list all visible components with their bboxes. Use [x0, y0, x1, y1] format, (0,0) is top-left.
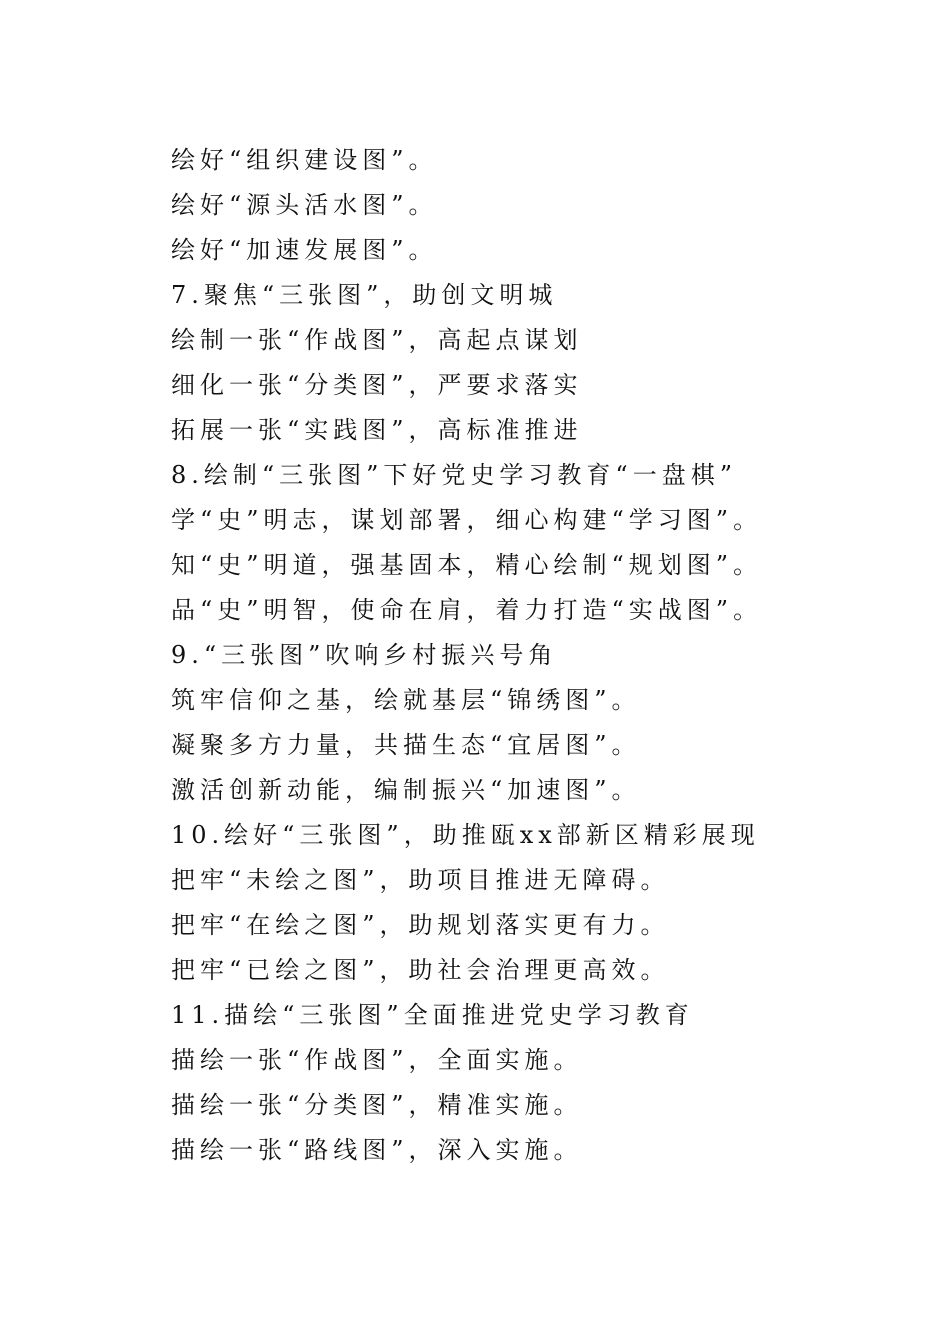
text-line: 绘制一张“作战图”，高起点谋划	[171, 326, 583, 354]
text-line: 把牢“在绘之图”，助规划落实更有力。	[171, 911, 670, 939]
text-line: 描绘一张“路线图”，深入实施。	[171, 1136, 583, 1164]
text-line: 细化一张“分类图”，严要求落实	[171, 371, 583, 399]
section-heading: 8.绘制“三张图”下好党史学习教育“一盘棋”	[171, 461, 737, 489]
text-line: 把牢“已绘之图”，助社会治理更高效。	[171, 956, 670, 984]
section-heading: 10.绘好“三张图”，助推瓯xx部新区精彩展现	[171, 821, 760, 849]
text-line: 学“史”明志，谋划部署，细心构建“学习图”。	[171, 506, 763, 534]
text-line: 拓展一张“实践图”，高标准推进	[171, 416, 583, 444]
section-heading: 7.聚焦“三张图”，助创文明城	[171, 281, 558, 309]
text-line: 描绘一张“分类图”，精准实施。	[171, 1091, 583, 1119]
section-heading: 11.描绘“三张图”全面推进党史学习教育	[171, 1001, 694, 1029]
text-line: 激活创新动能，编制振兴“加速图”。	[171, 776, 641, 804]
text-line: 描绘一张“作战图”，全面实施。	[171, 1046, 583, 1074]
document-body	[171, 138, 811, 1173]
text-line: 把牢“未绘之图”，助项目推进无障碍。	[171, 866, 670, 894]
text-line: 绘好“源头活水图”。	[171, 191, 438, 219]
text-line: 知“史”明道，强基固本，精心绘制“规划图”。	[171, 551, 763, 579]
text-line: 绘好“组织建设图”。	[171, 146, 438, 174]
text-line: 绘好“加速发展图”。	[171, 236, 438, 264]
text-line: 筑牢信仰之基，绘就基层“锦绣图”。	[171, 686, 641, 714]
text-line: 凝聚多方力量，共描生态“宜居图”。	[171, 731, 641, 759]
section-heading: 9.“三张图”吹响乡村振兴号角	[171, 641, 558, 669]
text-line: 品“史”明智，使命在肩，着力打造“实战图”。	[171, 596, 763, 624]
